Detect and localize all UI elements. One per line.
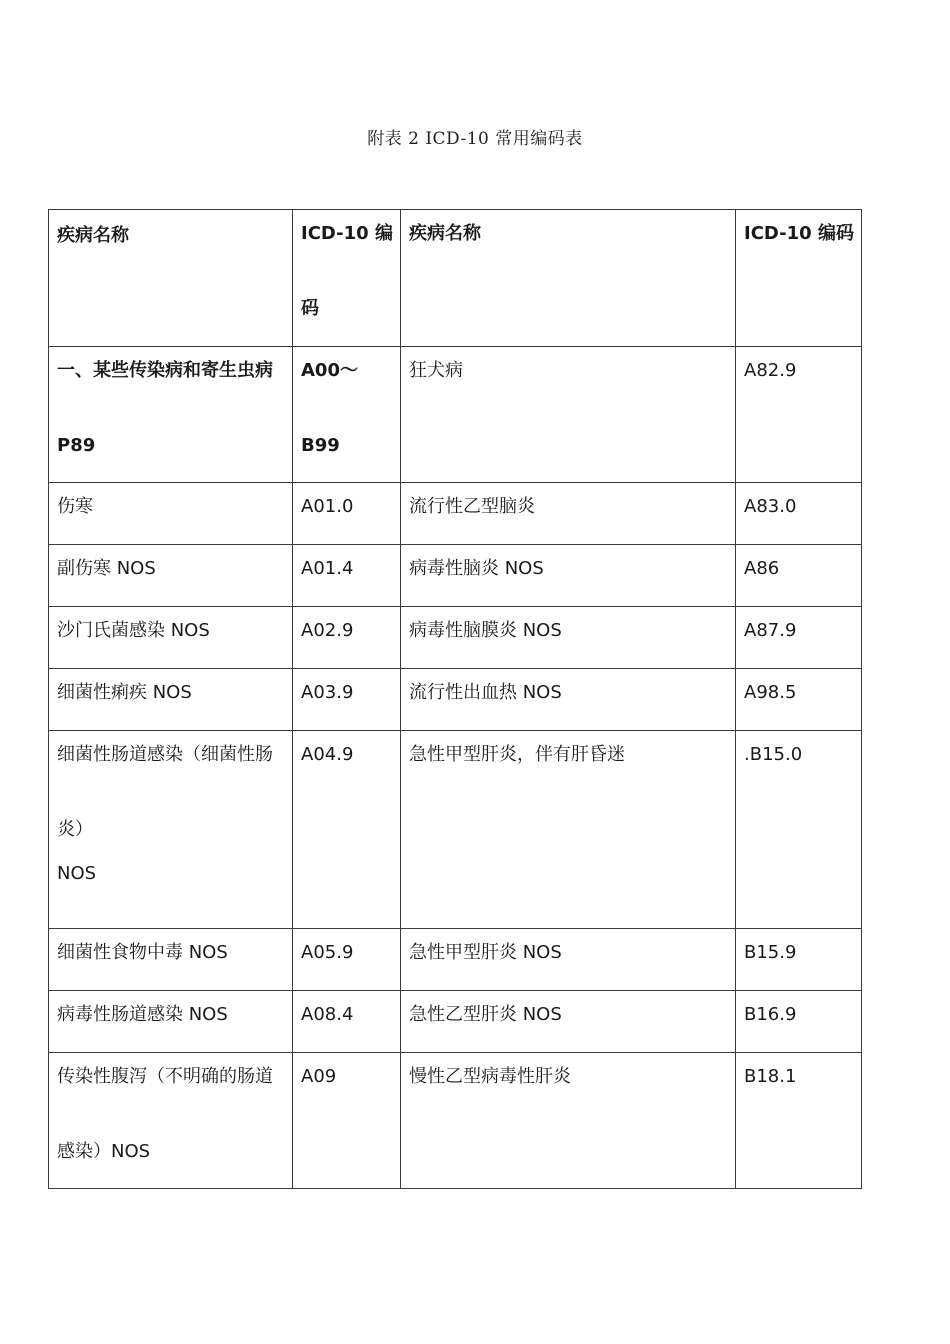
row-disease-name-1: 细菌性痢疾 NOS	[49, 669, 293, 731]
row-icd-code-1: A04.9	[293, 731, 401, 929]
row-disease-name-2: 急性乙型肝炎 NOS	[401, 991, 736, 1053]
row-icd-code-1: A00～B99	[293, 347, 401, 483]
row-disease-name-1: 伤寒	[49, 483, 293, 545]
header-icd-code-1: ICD-10 编码	[293, 210, 401, 347]
header-disease-name-1: 疾病名称	[49, 210, 293, 347]
row-icd-code-1: A09	[293, 1053, 401, 1189]
table-row	[49, 731, 862, 929]
row-icd-code-1: A05.9	[293, 929, 401, 991]
header-disease-name-2: 疾病名称	[401, 210, 736, 347]
header-icd-code-2: ICD-10 编码	[736, 210, 862, 347]
row-disease-name-1: 病毒性肠道感染 NOS	[49, 991, 293, 1053]
row-icd-code-1: A08.4	[293, 991, 401, 1053]
row-icd-code-2: A86	[736, 545, 862, 607]
row-disease-name-2: 流行性出血热 NOS	[401, 669, 736, 731]
row-disease-name-1: 一、某些传染病和寄生虫病 P89	[49, 347, 293, 483]
row-icd-code-1: A01.4	[293, 545, 401, 607]
row-disease-name-1: 细菌性食物中毒 NOS	[49, 929, 293, 991]
row-disease-name-2: 狂犬病	[401, 347, 736, 483]
table-header-row	[49, 210, 862, 347]
row-icd-code-2: .B15.0	[736, 731, 862, 929]
row-icd-code-1: A01.0	[293, 483, 401, 545]
row-disease-name-2: 病毒性脑炎 NOS	[401, 545, 736, 607]
row-disease-name-1: 细菌性肠道感染（细菌性肠炎） NOS	[49, 731, 293, 929]
row-disease-name-2: 急性甲型肝炎，伴有肝昏迷	[401, 731, 736, 929]
row-disease-name-2: 急性甲型肝炎 NOS	[401, 929, 736, 991]
row-disease-name-2: 流行性乙型脑炎	[401, 483, 736, 545]
row-icd-code-2: A87.9	[736, 607, 862, 669]
icd-code-table	[48, 209, 862, 1189]
row-disease-name-2: 慢性乙型病毒性肝炎	[401, 1053, 736, 1189]
row-icd-code-2: A98.5	[736, 669, 862, 731]
row-icd-code-2: B18.1	[736, 1053, 862, 1189]
row-icd-code-1: A02.9	[293, 607, 401, 669]
table-row	[49, 347, 862, 483]
row-disease-name-1: 传染性腹泻（不明确的肠道感染）NOS	[49, 1053, 293, 1189]
row-icd-code-2: A83.0	[736, 483, 862, 545]
row-icd-code-2: B15.9	[736, 929, 862, 991]
table-row	[49, 1053, 862, 1189]
row-icd-code-1: A03.9	[293, 669, 401, 731]
document-title: 附表 2 ICD-10 常用编码表	[367, 129, 583, 149]
row-disease-name-1: 沙门氏菌感染 NOS	[49, 607, 293, 669]
row-icd-code-2: A82.9	[736, 347, 862, 483]
row-disease-name-2: 病毒性脑膜炎 NOS	[401, 607, 736, 669]
row-icd-code-2: B16.9	[736, 991, 862, 1053]
row-disease-name-1: 副伤寒 NOS	[49, 545, 293, 607]
